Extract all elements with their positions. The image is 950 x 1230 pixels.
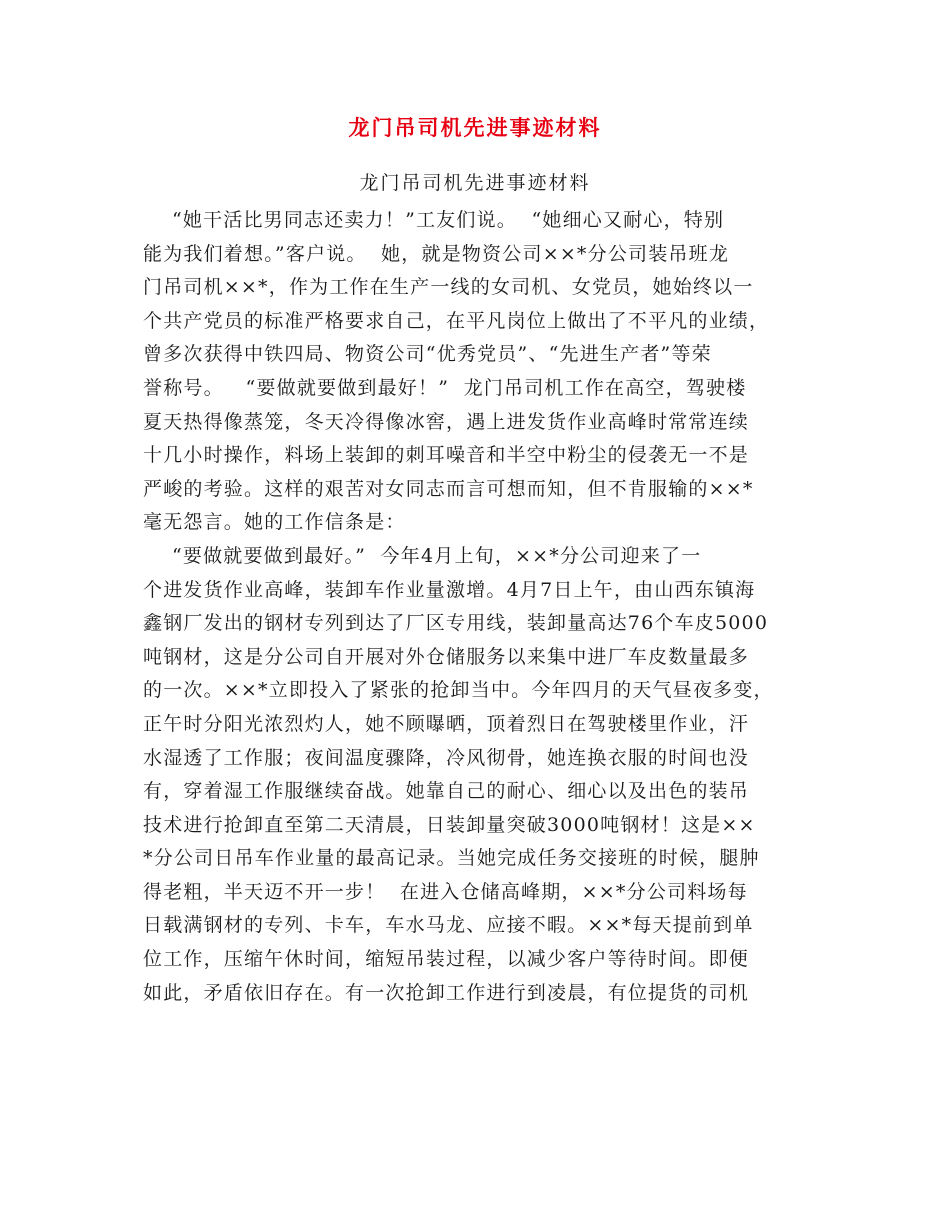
- text-line: 如此，矛盾依旧存在。有一次抢卸工作进行到凌晨，有位提货的司机: [143, 981, 750, 1004]
- text-line: 门吊司机××*，作为工作在生产一线的女司机、女党员，她始终以一: [143, 276, 754, 299]
- text-line: 日载满钢材的专列、卡车，车水马龙、应接不暇。××*每天提前到单: [143, 914, 754, 937]
- text-line: 个进发货作业高峰，装卸车作业量激增。4月7日上午，由山西东镇海: [143, 578, 756, 601]
- text-line: 能为我们着想。”客户说。 她，就是物资公司××*分公司装吊班龙: [143, 242, 730, 265]
- text-line: 毫无怨言。她的工作信条是：: [143, 511, 406, 534]
- text-line: 誉称号。 “要做就要做到最好！” 龙门吊司机工作在高空，驾驶楼: [143, 376, 747, 399]
- text-line: 有，穿着湿工作服继续奋战。她靠自己的耐心、细心以及出色的装吊: [143, 780, 750, 803]
- text-line: 吨钢材，这是分公司自开展对外仓储服务以来集中进厂车皮数量最多: [143, 645, 750, 668]
- text-line: 十几小时操作，料场上装卸的刺耳噪音和半空中粉尘的侵袭无一不是: [143, 444, 750, 467]
- document-title: 龙门吊司机先进事迹材料: [348, 115, 602, 140]
- text-line: 水湿透了工作服；夜间温度骤降，冷风彻骨，她连换衣服的时间也没: [143, 746, 750, 769]
- text-line: 正午时分阳光浓烈灼人，她不顾曝晒，顶着烈日在驾驶楼里作业，汗: [143, 712, 750, 735]
- document-subtitle: 龙门吊司机先进事迹材料: [359, 172, 591, 194]
- text-line: “她干活比男同志还卖力！”工友们说。 “她细心又耐心，特别: [143, 209, 725, 231]
- text-line: 严峻的考验。这样的艰苦对女同志而言可想而知，但不肯服输的××*: [143, 477, 754, 500]
- text-line: *分公司日吊车作业量的最高记录。当她完成任务交接班的时候，腿肿: [143, 847, 760, 870]
- text-line: 个共产党员的标准严格要求自己，在平凡岗位上做出了不平凡的业绩，: [143, 309, 770, 332]
- text-line: 位工作，压缩午休时间，缩短吊装过程，以减少客户等待时间。即便: [143, 948, 750, 971]
- text-line: 的一次。××*立即投入了紧张的抢卸当中。今年四月的天气昼夜多变，: [143, 679, 774, 702]
- text-line: 得老粗，半天迈不开一步！ 在进入仓储高峰期，××*分公司料场每: [143, 880, 748, 903]
- text-line: 曾多次获得中铁四局、物资公司“优秀党员”、“先进生产者”等荣: [143, 343, 712, 366]
- text-line: 鑫钢厂发出的钢材专列到达了厂区专用线，装卸量高达76个车皮5000: [143, 612, 769, 635]
- document-body: [143, 204, 813, 1010]
- text-line: “要做就要做到最好。” 今年4月上旬，××*分公司迎来了一: [143, 544, 702, 567]
- text-line: 夏天热得像蒸笼，冬天冷得像冰窖，遇上进发货作业高峰时常常连续: [143, 410, 750, 433]
- text-line: 技术进行抢卸直至第二天清晨，日装卸量突破3000吨钢材！这是××: [143, 813, 756, 836]
